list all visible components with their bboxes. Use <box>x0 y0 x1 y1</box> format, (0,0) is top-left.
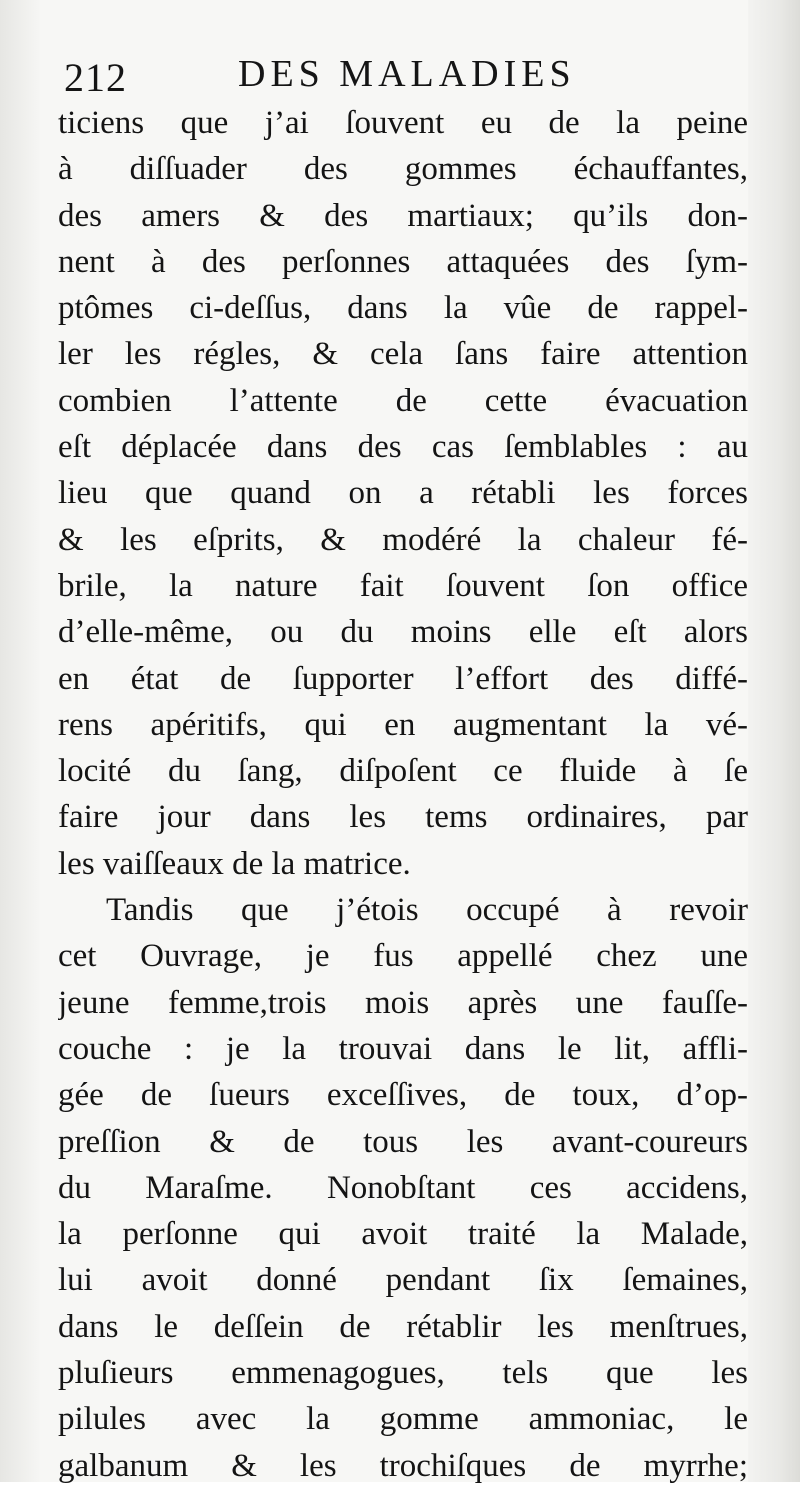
text-line: jeune femme,trois mois après une fauſſe- <box>58 984 748 1021</box>
page-header <box>58 48 758 104</box>
text-line: gée de ſueurs exceſſives, de toux, d’op- <box>58 1077 748 1114</box>
text-line: & les eſprits, & modéré la chaleur fé- <box>58 521 748 558</box>
text-line: brile, la nature fait ſouvent ſon office <box>58 567 748 604</box>
text-line: ler les régles, & cela ſans faire attention <box>58 336 748 373</box>
text-line: eſt déplacée dans des cas ſemblables : au <box>58 429 748 466</box>
text-line: galbanum & les trochiſques de myrrhe; <box>58 1447 748 1484</box>
running-head: DES MALADIES <box>238 53 576 95</box>
paragraph-start-line: Tandis que j’étois occupé à revoir <box>106 892 748 929</box>
text-line: ticiens que j’ai ſouvent eu de la peine <box>58 105 748 141</box>
text-line: la perſonne qui avoit traité la Malade, <box>58 1216 748 1253</box>
text-line: locité du ſang, diſpoſent ce fluide à ſe <box>58 753 748 790</box>
text-line: lieu que quand on a rétabli les forces <box>58 475 748 512</box>
text-line: à diſſuader des gommes échauffantes, <box>58 151 748 188</box>
text-line: cet Ouvrage, je fus appellé chez une <box>58 938 748 975</box>
text-line: faire jour dans les tems ordinaires, par <box>58 799 748 836</box>
text-line: du Maraſme. Nonobſtant ces accidens, <box>58 1169 748 1206</box>
text-line: pilules avec la gomme ammoniac, le <box>58 1401 748 1438</box>
text-line: dans le deſſein de rétablir les menſtrues, <box>58 1308 748 1345</box>
text-line: en état de ſupporter l’effort des diffé- <box>58 660 748 697</box>
text-line: couche : je la trouvai dans le lit, affli- <box>58 1030 748 1067</box>
text-line: rens apéritifs, qui en augmentant la vé- <box>58 706 748 743</box>
text-line: combien l’attente de cette évacuation <box>58 382 748 419</box>
text-line: lui avoit donné pendant ſix ſemaines, <box>58 1262 748 1299</box>
text-line: d’elle-même, ou du moins elle eſt alors <box>58 614 748 651</box>
text-line: des amers & des martiaux; qu’ils don- <box>58 197 748 234</box>
page-gutter-shadow <box>0 0 40 1482</box>
paragraph-end-line: les vaiſſeaux de la matrice. <box>58 845 411 882</box>
text-line: ptômes ci-deſſus, dans la vûe de rappel- <box>58 290 748 327</box>
body-text <box>58 100 748 1489</box>
page-edge-shadow <box>748 0 800 1482</box>
page-number: 212 <box>64 55 127 100</box>
text-line: pluſieurs emmenagogues, tels que les <box>58 1355 748 1392</box>
text-line: nent à des perſonnes attaquées des ſym- <box>58 243 748 280</box>
text-line: preſſion & de tous les avant-coureurs <box>58 1123 748 1160</box>
